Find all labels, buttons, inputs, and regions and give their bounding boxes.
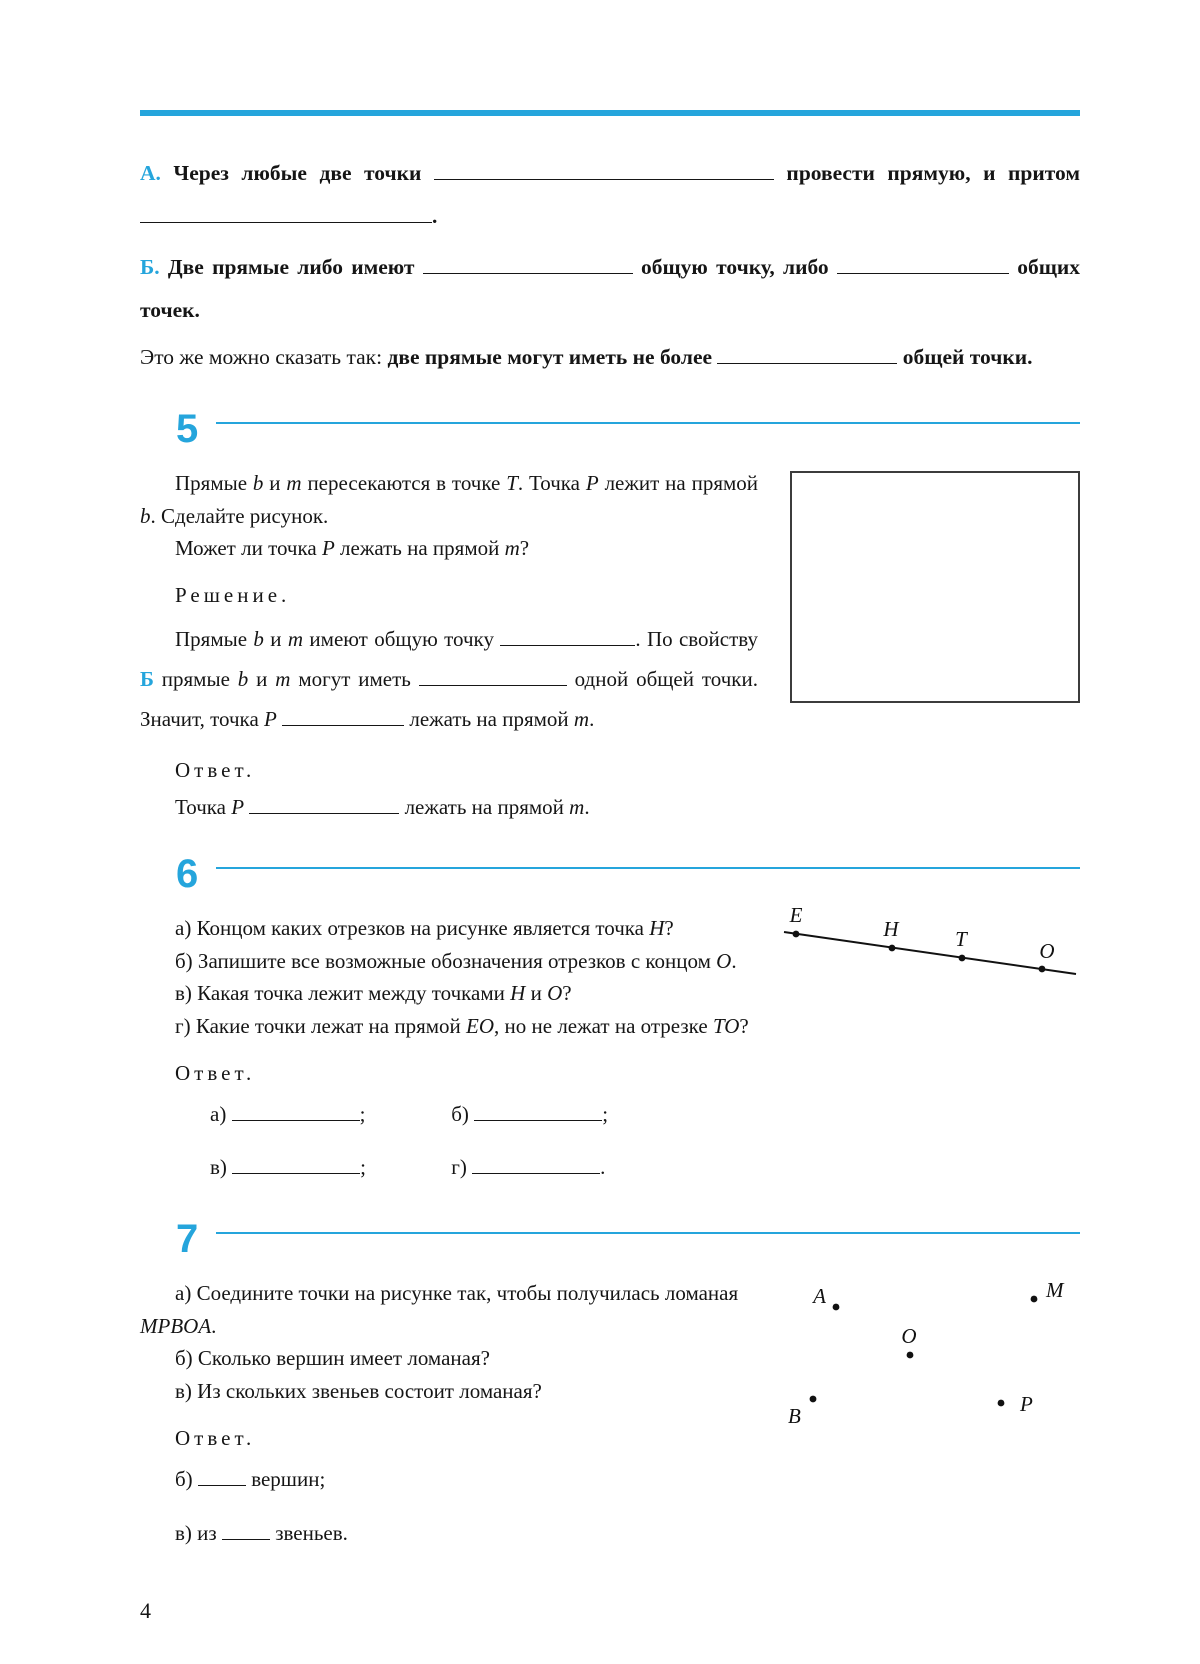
text-run: O [547, 981, 563, 1006]
p6-answer-v [175, 1151, 411, 1185]
text-run: и [263, 470, 287, 495]
text-run: пересекаются в точке [301, 470, 507, 495]
blank-line [419, 684, 567, 686]
p6-answer-label: Ответ. [175, 1060, 256, 1085]
point-label-A: A [813, 1283, 826, 1308]
problem-5-text-column [140, 467, 758, 820]
problem-6-rule [216, 867, 1080, 869]
p6-answer-b [416, 1098, 652, 1132]
problem-5 [140, 406, 1080, 820]
text-run: лежать на прямой [404, 706, 574, 731]
blank-line [198, 1484, 246, 1486]
text-run: Точка [175, 794, 232, 819]
text-run: O [716, 948, 732, 973]
text-run: . [600, 1155, 606, 1180]
line-EO [784, 932, 1076, 974]
point-dot-E [793, 930, 800, 937]
text-run: ? [562, 981, 572, 1006]
figure-line-EHTO [780, 908, 1080, 1003]
p5-answer-text [140, 795, 758, 820]
figure-points-AMOBP-svg [780, 1275, 1080, 1435]
blank-line [717, 362, 897, 364]
page-number: 4 [140, 1598, 151, 1624]
text-run: Две прямые либо имеют [167, 255, 423, 279]
text-run: общую точку, либо [632, 255, 837, 279]
text-run: общих точек. [140, 255, 1080, 322]
text-run: m [569, 794, 585, 819]
text-run: Через любые две точки [173, 161, 434, 185]
text-run: P [585, 470, 599, 495]
text-run: лежать на прямой [334, 536, 505, 561]
figure-line-EHTO-svg [780, 908, 1080, 1003]
blank-line [232, 1119, 360, 1121]
text-run [277, 707, 282, 731]
text-run: лежит на прямой [598, 470, 759, 495]
text-run: T [506, 470, 518, 495]
text-run: H [649, 915, 665, 940]
problem-6-body [140, 907, 1080, 1185]
p7-answer-v [140, 1517, 1080, 1551]
point-label-H: H [883, 916, 899, 941]
point-label-M: M [1046, 1277, 1064, 1302]
blank-line [837, 272, 1009, 274]
text-run: и [248, 666, 276, 691]
text-run: ; [359, 1101, 366, 1126]
blank-line [472, 1172, 600, 1174]
text-run [244, 795, 249, 819]
text-run: . По свойству [635, 627, 758, 652]
text-run: H [510, 981, 526, 1006]
text-run: ? [664, 915, 674, 940]
point-label-T: T [955, 926, 967, 951]
text-run: б) Запишите все возможные обозначения отрезков с концом [175, 948, 717, 973]
text-run: m [287, 627, 304, 652]
point-dot-P [998, 1400, 1005, 1407]
p6-answer-g [416, 1151, 652, 1185]
text-run: а) Соедините точки на рисунке так, чтобы получилась ломаная [175, 1280, 739, 1305]
text-run: б) [451, 1101, 475, 1126]
text-run: и [525, 981, 548, 1006]
text-run: Прямые [175, 470, 253, 495]
text-run: . [589, 706, 595, 731]
text-run: г) [451, 1155, 473, 1180]
text-run: P [264, 706, 277, 731]
text-run: провести прямую, и притом [773, 161, 1081, 185]
problem-7-header [140, 1216, 1080, 1261]
text-run: . [584, 794, 590, 819]
point-dot-M [1031, 1296, 1038, 1303]
property-b-note [140, 340, 1080, 375]
blank-line [222, 1538, 270, 1540]
point-label-O: O [1039, 938, 1055, 963]
problem-6-number: 6 [176, 851, 199, 896]
problem-5-number: 5 [176, 406, 199, 451]
point-dot-O [1039, 965, 1046, 972]
text-run: одной общей точки. Значит, точка [140, 666, 758, 731]
text-run: лежать на прямой [399, 794, 570, 819]
problem-5-header [140, 406, 1080, 451]
text-run: . [432, 204, 438, 228]
p6-answers-row-1 [140, 1098, 1080, 1132]
point-label-P: P [1020, 1391, 1033, 1416]
property-b-text [140, 246, 1080, 332]
p7-answer-b [140, 1463, 1080, 1497]
text-run: P [231, 794, 245, 819]
text-run: могут иметь [290, 666, 419, 691]
text-run: Б [140, 666, 154, 691]
p6-item-g [140, 1010, 1080, 1043]
p6-answer-a [175, 1098, 411, 1132]
problem-7-body [140, 1277, 1080, 1550]
text-run: b [140, 503, 151, 528]
point-dot-H [889, 944, 896, 951]
text-run: имеют общую точку [303, 627, 501, 652]
text-run: . [211, 1313, 217, 1338]
problem-6 [140, 851, 1080, 1185]
p5-solution-label: Решение. [175, 583, 291, 608]
blank-line [282, 724, 404, 726]
blank-line [232, 1172, 360, 1174]
text-run: б) Сколько вершин имеет ломаная? [175, 1346, 490, 1371]
text-run: в) Какая точка лежит между точками [175, 981, 511, 1006]
text-run: Б. [140, 255, 168, 279]
p5-statement [140, 467, 758, 533]
text-run: b [237, 666, 249, 691]
blank-line [249, 812, 399, 814]
text-run: прямые [153, 666, 238, 691]
text-run: в) Из скольких звеньев состоит ломаная? [175, 1379, 542, 1404]
text-run: MPBOA [140, 1313, 212, 1338]
problem-5-body [140, 467, 1080, 820]
text-run: b [253, 627, 264, 652]
drawing-box [790, 471, 1080, 703]
text-run: общей точки. [897, 345, 1033, 369]
blank-line [140, 221, 432, 223]
point-dot-T [959, 954, 966, 961]
text-run: две прямые могут иметь не более [387, 345, 718, 369]
text-run: Может ли точка [175, 536, 322, 561]
text-run: Прямые [175, 627, 254, 652]
p5-answer-label: Ответ. [175, 757, 256, 782]
p5-solution-text [140, 620, 758, 740]
figure-points-AMOBP [780, 1275, 1080, 1435]
text-run: в) [210, 1155, 233, 1180]
blank-line [434, 178, 774, 180]
text-run: m [504, 536, 520, 561]
problem-7 [140, 1216, 1080, 1550]
point-label-E: E [789, 907, 803, 927]
text-run: и [263, 627, 288, 652]
text-run: А. [140, 161, 174, 185]
blank-line [500, 644, 635, 646]
text-run: EO [466, 1014, 495, 1038]
text-run: ? [739, 1014, 749, 1038]
problem-5-rule [216, 422, 1080, 424]
p7-answer-label: Ответ. [175, 1425, 256, 1450]
top-rule [140, 110, 1080, 116]
point-label-O: O [901, 1323, 917, 1348]
text-run: ; [602, 1101, 609, 1126]
text-run: m [573, 706, 590, 731]
text-run: а) Концом каких отрезков на рисунке является точка [175, 915, 650, 940]
text-run: TO [712, 1014, 740, 1038]
text-run: звеньев. [269, 1520, 348, 1545]
problem-7-rule [216, 1232, 1080, 1234]
point-dot-B [810, 1396, 817, 1403]
text-run: . Сделайте рисунок. [150, 503, 329, 528]
property-a-text [140, 152, 1080, 238]
text-run: вершин; [245, 1466, 326, 1491]
text-run: а) [210, 1101, 232, 1126]
text-run: ? [519, 536, 530, 561]
text-run: . [731, 948, 737, 973]
text-run: , но не лежат на отрезке [494, 1014, 713, 1038]
text-run: Это же можно сказать так: [140, 345, 388, 369]
p6-answers-row-2 [140, 1151, 1080, 1185]
problem-7-number: 7 [176, 1216, 199, 1261]
p5-question [140, 532, 758, 565]
text-run: P [321, 536, 335, 561]
blank-line [474, 1119, 602, 1121]
text-run: ; [360, 1155, 367, 1180]
text-run: в) из [175, 1520, 222, 1545]
problem-6-header [140, 851, 1080, 896]
point-label-B: B [788, 1403, 801, 1428]
text-run: b [252, 470, 264, 495]
point-dot-O [907, 1352, 914, 1359]
text-run: . Точка [517, 470, 586, 495]
text-run: m [286, 470, 302, 495]
text-run: г) Какие точки лежат на прямой [175, 1014, 467, 1038]
text-run: б) [175, 1466, 198, 1491]
text-run: m [275, 666, 291, 691]
point-dot-A [833, 1304, 840, 1311]
blank-line [423, 272, 633, 274]
